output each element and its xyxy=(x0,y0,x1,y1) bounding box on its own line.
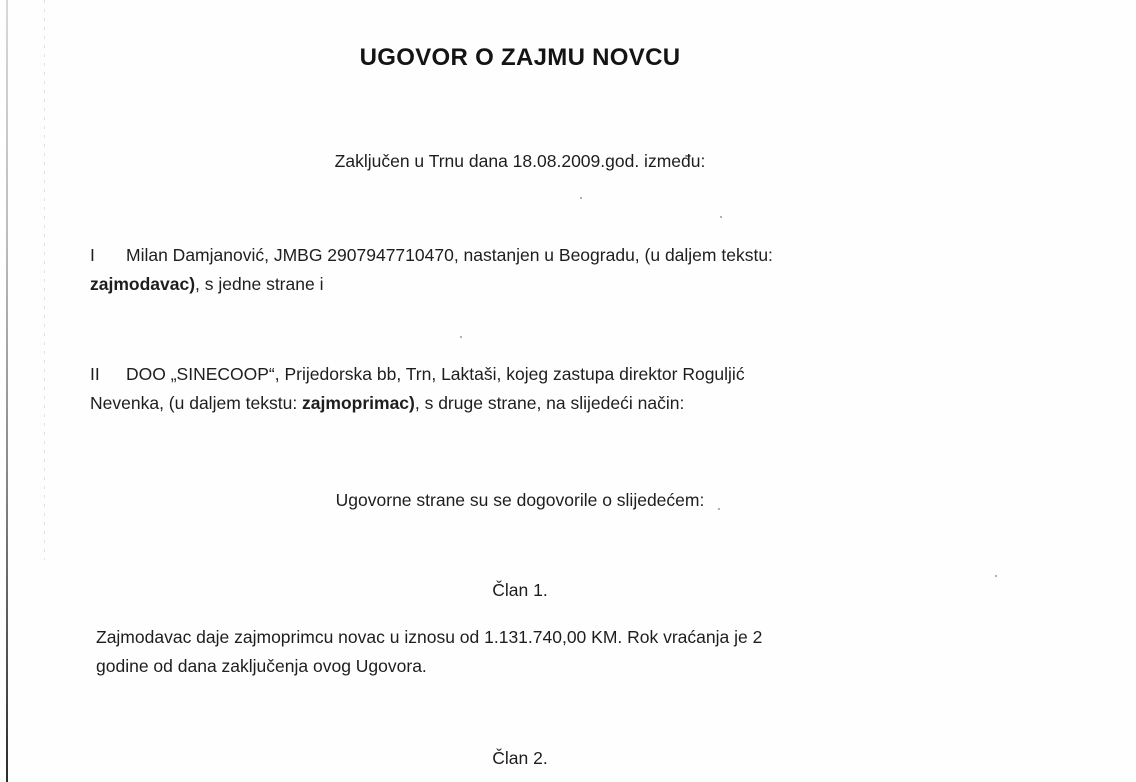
party2-line2 xyxy=(90,393,684,414)
document-title: UGOVOR O ZAJMU NOVCU xyxy=(359,44,681,71)
agreement-intro: Ugovorne strane su se dogovorile o slijedećem: xyxy=(335,490,705,510)
party1-line2-rest: , s jedne strane i xyxy=(195,274,324,294)
party2-text: DOO „SINECOOP“, Prijedorska bb, Trn, Laktaši, kojeg zastupa direktor Roguljić xyxy=(126,364,745,384)
scan-speck xyxy=(720,216,722,218)
scan-margin-artifact xyxy=(44,0,45,560)
scan-speck xyxy=(580,197,582,199)
party2-line1 xyxy=(90,364,745,385)
party1-text: Milan Damjanović, JMBG 2907947710470, nastanjen u Beogradu, (u daljem tekstu: xyxy=(126,245,773,265)
party1-line2 xyxy=(90,274,323,295)
party1-role-term: zajmodavac) xyxy=(90,274,196,294)
party1-line1 xyxy=(90,245,773,266)
party2-numeral: II xyxy=(90,364,100,384)
scan-binding-edge xyxy=(6,0,8,782)
party1-numeral: I xyxy=(90,245,95,265)
conclusion-line: Zaključen u Trnu dana 18.08.2009.god. između: xyxy=(334,151,706,171)
article1-line2: godine od dana zaključenja ovog Ugovora. xyxy=(96,656,427,676)
scan-speck xyxy=(995,575,997,577)
party2-line2-start: Nevenka, (u daljem tekstu: xyxy=(90,393,303,413)
party2-role-term: zajmoprimac) xyxy=(302,393,415,413)
scan-speck xyxy=(460,336,462,338)
article1-line1: Zajmodavac daje zajmoprimcu novac u iznosu od 1.131.740,00 KM. Rok vraćanja je 2 xyxy=(96,627,763,647)
party2-line2-rest: , s druge strane, na slijedeći način: xyxy=(414,393,685,413)
article1-heading: Član 1. xyxy=(492,580,548,600)
scan-speck xyxy=(718,508,720,510)
article2-heading: Član 2. xyxy=(492,748,548,768)
